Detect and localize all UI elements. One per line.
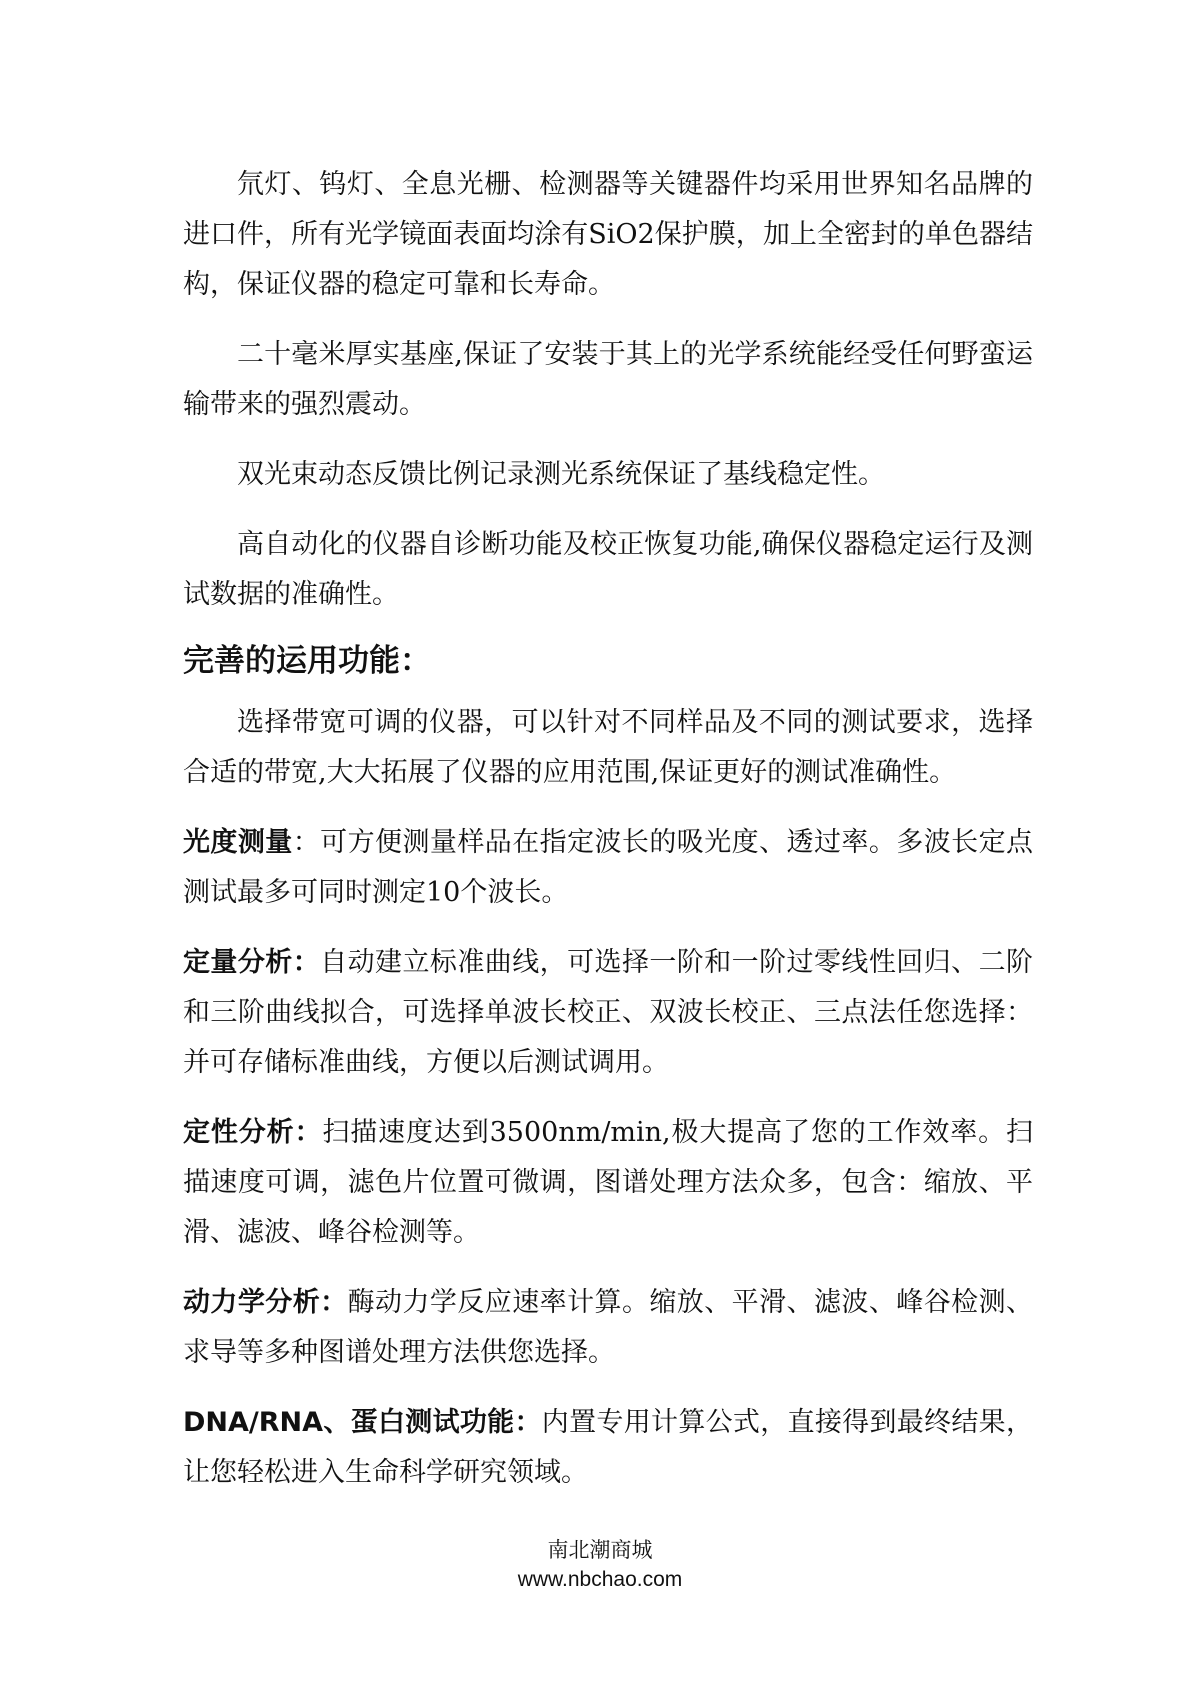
feature-text: 扫描速度达到3500nm/min,极大提高了您的工作效率。扫描速度可调，滤色片位置可微调，图谱处理方法众多，包含：缩放、平滑、滤波、峰谷检测等。	[183, 1117, 1033, 1248]
feature-photometric-measurement	[183, 818, 1033, 918]
paragraph-bandwidth: 选择带宽可调的仪器，可以针对不同样品及不同的测试要求，选择合适的带宽,大大拓展了仪器的应用范围,保证更好的测试准确性。	[183, 707, 1033, 788]
page-footer	[0, 1535, 1200, 1595]
section-heading: 完善的运用功能：	[183, 643, 431, 679]
feature-term: 定性分析：	[183, 1117, 323, 1148]
paragraph-photometric-system: 双光束动态反馈比例记录测光系统保证了基线稳定性。	[237, 459, 885, 490]
feature-text: 自动建立标准曲线，可选择一阶和一阶过零线性回归、二阶和三阶曲线拟合，可选择单波长校正、双波长校正、三点法任您选择：并可存储标准曲线，方便以后测试调用。	[183, 947, 1034, 1078]
footer-site-url: www.nbchao.com	[517, 1568, 683, 1591]
feature-term: 动力学分析：	[183, 1287, 348, 1318]
feature-kinetics-analysis	[183, 1278, 1033, 1378]
feature-term: 定量分析：	[183, 947, 321, 978]
document-body	[183, 160, 1033, 1518]
feature-text: ：可方便测量样品在指定波长的吸光度、透过率。多波长定点测试最多可同时测定10个波长。	[183, 827, 1033, 908]
paragraph-self-diagnosis: 高自动化的仪器自诊断功能及校正恢复功能,确保仪器稳定运行及测试数据的准确性。	[183, 529, 1033, 610]
feature-term: DNA/RNA、蛋白测试功能：	[183, 1407, 542, 1438]
feature-text: 酶动力学反应速率计算。缩放、平滑、滤波、峰谷检测、求导等多种图谱处理方法供您选择。	[183, 1287, 1034, 1368]
feature-text: 内置专用计算公式，直接得到最终结果，让您轻松进入生命科学研究领域。	[183, 1407, 1033, 1488]
paragraph-base: 二十毫米厚实基座,保证了安装于其上的光学系统能经受任何野蛮运输带来的强烈震动。	[183, 339, 1033, 420]
feature-quantitative-analysis	[183, 938, 1033, 1088]
feature-dna-rna-protein	[183, 1398, 1033, 1498]
feature-qualitative-analysis	[183, 1108, 1033, 1258]
footer-site-name: 南北潮商城	[547, 1538, 653, 1562]
feature-term: 光度测量	[183, 827, 293, 858]
paragraph-key-components: 氘灯、钨灯、全息光栅、检测器等关键器件均采用世界知名品牌的进口件，所有光学镜面表面均涂有SiO2保护膜，加上全密封的单色器结构，保证仪器的稳定可靠和长寿命。	[183, 169, 1033, 300]
